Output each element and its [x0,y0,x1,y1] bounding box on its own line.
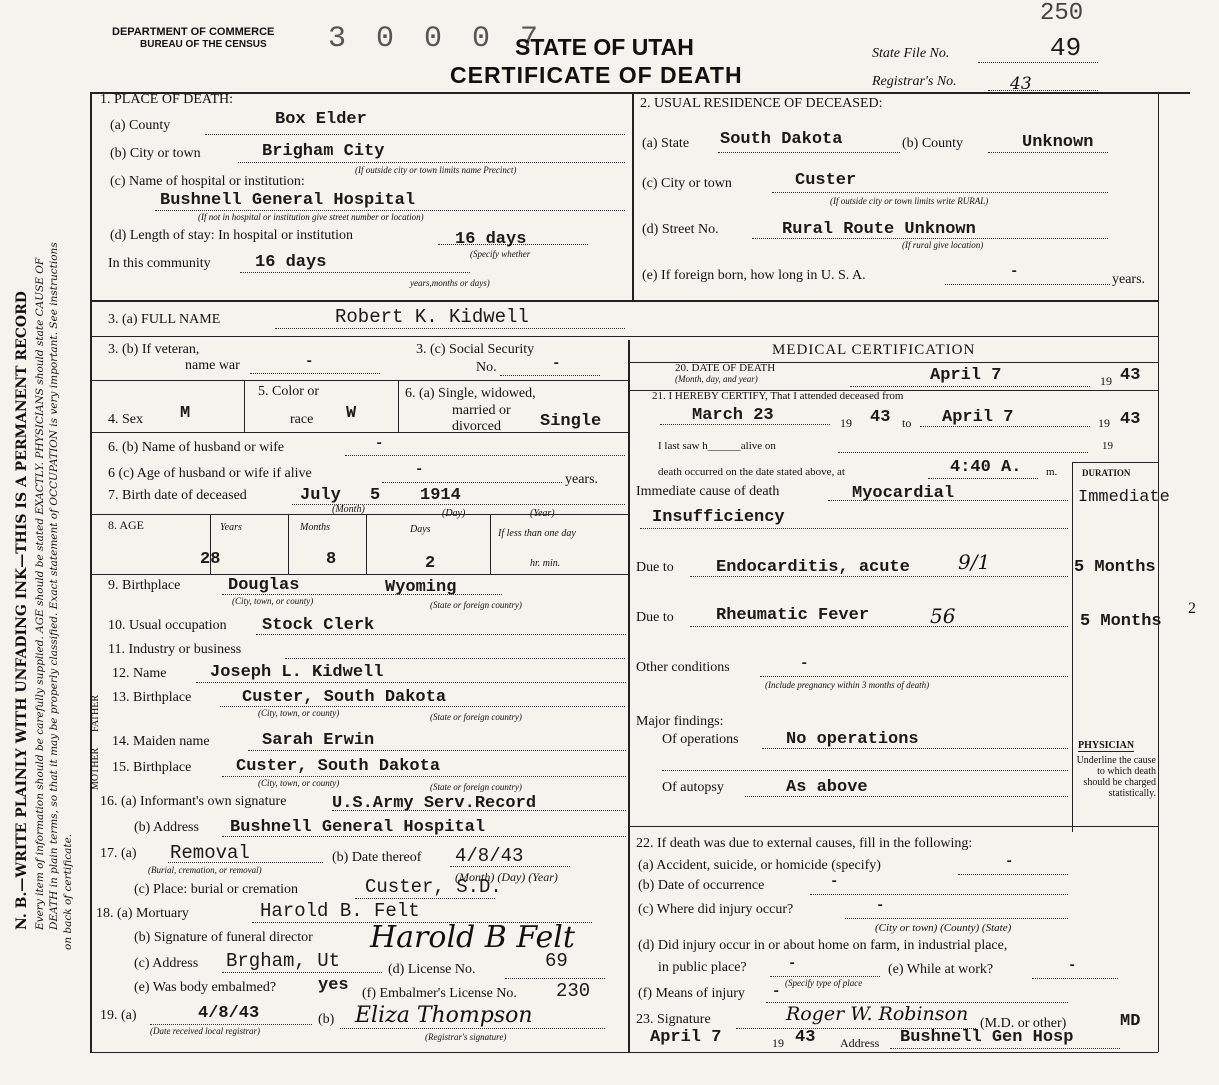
stay-value: 16 days [455,230,527,249]
external-f-label: (f) Means of injury [638,986,745,1001]
res-state: South Dakota [720,130,843,149]
sex-value: M [180,404,191,423]
age-days: 2 [425,554,436,573]
birthplace-city-note: (City, town, or county) [232,596,314,606]
major-findings-label: Major findings: [636,714,724,729]
ssn-label: 3. (c) Social Security [416,342,535,357]
code-mark-2: 56 [930,604,956,628]
birthplace-label: 9. Birthplace [108,578,181,593]
year-note: (Year) [530,508,555,519]
external-b-label: (b) Date of occurrence [638,878,765,893]
mother-bp-city-note: (City, town, or county) [258,778,340,788]
hospital-note: (If not in hospital or institution give street number or location) [198,212,424,222]
mortuary-label: 18. (a) Mortuary [96,906,189,921]
mortuary-address-label: (c) Address [134,956,199,971]
birthplace-state-note: (State or foreign country) [430,600,522,610]
external-d-value: - [788,956,797,972]
received-note: (Date received local registrar) [150,1026,261,1036]
removal-value: Removal [170,842,250,864]
license-label: (d) License No. [388,962,476,977]
spouse-label: 6. (b) Name of husband or wife [108,440,285,455]
marital-value: Single [540,412,602,431]
death-county: Box Elder [275,110,367,129]
res-city: Custer [795,171,857,190]
mother-bp-state-note: (State or foreign country) [430,782,522,792]
father-birthplace: Custer, South Dakota [242,688,447,707]
marital-label: 6. (a) Single, widowed, [405,386,536,401]
due-to-2: Rheumatic Fever [716,606,870,625]
physician-heading: PHYSICIAN [1078,740,1135,751]
registrar-label: Registrar's No. [872,74,957,89]
father-name-label: 12. Name [112,666,167,681]
other-conditions-label: Other conditions [636,660,730,675]
state-file-value: 49 [1050,33,1082,63]
due-to-2-duration: 5 Months [1080,612,1162,631]
autopsy-label: Of autopsy [662,780,724,795]
birth-year: 1914 [420,486,461,505]
hospital-name: Bushnell General Hospital [160,191,416,210]
from-year-prefix: 19 [840,416,852,430]
dept-label: DEPARTMENT OF COMMERCE [112,26,275,38]
external-c-label: (c) Where did injury occur? [638,902,794,917]
sex-label: 4. Sex [108,412,143,427]
father-bp-state-note: (State or foreign country) [430,712,522,722]
external-e-label: (e) While at work? [888,962,994,977]
margin-instruction-4: on back of certificate. [62,833,74,950]
age-months-header: Months [300,522,330,533]
other-conditions-note: (Include pregnancy within 3 months of death) [765,680,930,690]
res-city-label: (c) City or town [642,176,732,191]
birth-day: 5 [370,486,381,505]
spouse-value: - [375,436,384,452]
external-e-value: - [1068,958,1077,974]
state-title: STATE OF UTAH [515,34,694,60]
ssn-value: - [552,356,561,372]
signature-year: 43 [795,1028,816,1047]
stay-label: (d) Length of stay: In hospital or institution [110,228,354,243]
burial-place: Custer, S.D. [365,876,502,898]
burial-date-label: (b) Date thereof [332,850,422,865]
residence-heading: 2. USUAL RESIDENCE OF DECEASED: [640,96,883,111]
physician-signature: Roger W. Robinson [786,1003,969,1025]
dod-year-prefix: 19 [1100,374,1112,388]
dod-note: (Month, day, and year) [675,374,758,384]
certificate-title: CERTIFICATE OF DEATH [450,62,743,88]
res-street-label: (d) Street No. [642,222,719,237]
duration-heading: DURATION [1082,468,1131,478]
spouse-age-label: 6 (c) Age of husband or wife if alive [108,466,312,481]
community-value: 16 days [255,253,327,272]
community-label: In this community [108,256,211,271]
m-label: m. [1046,466,1058,478]
age-label: 8. AGE [108,518,144,532]
to-year: 43 [1120,410,1141,429]
received-date: 4/8/43 [198,1004,260,1023]
corner-mark: 250 [1040,0,1084,27]
full-name-label: 3. (a) FULL NAME [108,312,221,327]
mother-group-label: MOTHER [90,747,101,790]
margin-instruction-2: Every item of information should be carefully supplied. AGE should be stated EXACTLY. PHYSICIANS should state CAUSE OF [34,257,46,930]
father-group-label: FATHER [90,694,101,732]
attended-to: April 7 [942,408,1014,427]
other-conditions: - [800,656,809,672]
mortuary-value: Harold B. Felt [260,900,420,922]
signature-address: Bushnell Gen Hosp [900,1028,1074,1047]
race-label: race [290,412,314,427]
external-c-note: (City or town) (County) (State) [875,922,1012,934]
signature-year-prefix: 19 [772,1036,784,1050]
community-note: years,months or days) [410,278,490,288]
immediate-cause: Myocardial [852,484,955,503]
external-f-value: - [772,984,781,1000]
less-than-day-header: If less than one day [498,528,576,539]
birthplace-city: Douglas [228,576,300,595]
informant-value: U.S.Army Serv.Record [332,794,537,813]
father-birthplace-label: 13. Birthplace [112,690,192,705]
registrar-sig-label: (b) [318,1012,335,1027]
md-or-other: (M.D. or other) [980,1016,1067,1031]
external-d-label: (d) Did injury occur in or about home on farm, in industrial place, [638,938,1008,953]
full-name: Robert K. Kidwell [335,306,529,328]
res-street: Rural Route Unknown [782,220,976,239]
ssn-no-label: No. [476,360,497,375]
age-months: 8 [326,550,337,569]
city-label: (b) City or town [110,146,201,161]
birth-date-label: 7. Birth date of deceased [108,488,247,503]
time-of-death: 4:40 A. [950,458,1022,477]
res-county: Unknown [1022,133,1094,152]
due-to-2-label: Due to [636,610,674,625]
external-d-label-2: in public place? [658,960,747,975]
signature-address-label: Address [840,1036,880,1050]
due-to-1-duration: 5 Months [1074,558,1156,577]
res-years-word: years. [1112,272,1146,287]
res-state-label: (a) State [642,136,690,151]
removal-label: 17. (a) [100,846,137,861]
spouse-age-value: - [415,462,424,478]
burial-date: 4/8/43 [455,845,524,867]
attended-from: March 23 [692,406,774,425]
serial-number: 3 0 0 0 7 [328,22,545,56]
death-city: Brigham City [262,142,385,161]
from-year: 43 [870,408,891,427]
mother-maiden-label: 14. Maiden name [112,734,210,749]
to-word: to [902,416,912,430]
margin-mark: 2 [1188,600,1196,617]
res-city-note: (If outside city or town limits write RURAL) [830,196,989,206]
external-a-value: - [1005,854,1014,870]
color-label: 5. Color or [258,384,320,399]
signature-date: April 7 [650,1028,722,1047]
month-note: (Month) [332,504,365,515]
autopsy-value: As above [786,778,868,797]
mother-birthplace: Custer, South Dakota [236,757,441,776]
due-to-1-label: Due to [636,560,674,575]
birthplace-state: Wyoming [385,578,457,597]
embalmed-value: yes [318,976,349,995]
registrar-value: 43 [1010,74,1032,94]
age-years: 28 [200,550,221,569]
embalmer-number: 230 [556,980,591,1002]
mother-birthplace-label: 15. Birthplace [112,760,192,775]
margin-instruction-3: DEATH in plain terms, so that it may be properly classified. Exact statement of OCCUPATION is very important. See instructions [48,242,60,930]
registrar-signature: Eliza Thompson [355,1003,533,1028]
informant-label: 16. (a) Informant's own signature [100,794,287,809]
stay-note: (Specify whether [470,249,531,259]
father-name: Joseph L. Kidwell [210,663,384,682]
last-saw-label: I last saw h______alive on [658,440,776,452]
city-note: (If outside city or town limits name Precinct) [355,165,517,175]
date-of-death-label: 20. DATE OF DEATH [675,362,776,374]
occurred-label: death occurred on the date stated above, at [658,466,845,478]
license-value: 69 [545,950,568,972]
place-heading: 1. PLACE OF DEATH: [100,92,234,107]
informant-address: Bushnell General Hospital [230,818,486,837]
war-value: - [305,354,314,370]
margin-instruction-main: N. B.—WRITE PLAINLY WITH UNFADING INK—THIS IS A PERMANENT RECORD [14,291,30,930]
immediate-cause-2: Insufficiency [652,508,785,527]
code-mark-1: 9/1 [958,550,991,574]
medical-heading: MEDICAL CERTIFICATION [772,342,976,358]
war-label: name war [185,358,240,373]
last-saw-19: 19 [1102,440,1113,452]
signature-label: 23. Signature [636,1012,711,1027]
registrar-sig-note: (Registrar's signature) [425,1032,507,1042]
mother-maiden: Sarah Erwin [262,731,375,750]
due-to-1: Endocarditis, acute [716,558,910,577]
external-d-note: (Specify type of place [785,978,863,988]
marital-label-3: divorced [452,419,501,434]
embalmer-label: (f) Embalmer's License No. [362,986,517,1001]
director-label: (b) Signature of funeral director [134,930,313,945]
industry-label: 11. Industry or business [108,642,242,657]
hospital-label: (c) Name of hospital or institution: [110,174,305,189]
res-foreign-label: (e) If foreign born, how long in U. S. A. [642,268,866,283]
hr-min: hr. min. [530,558,561,569]
mortuary-address: Brgham, Ut [226,950,341,972]
physician-note: Underline the cause to which death should be charged statistically. [1076,755,1156,799]
age-days-header: Days [410,524,431,535]
spouse-years-word: years. [565,472,599,487]
res-county-label: (b) County [902,136,964,151]
veteran-label: 3. (b) If veteran, [108,342,200,357]
embalmed-label: (e) Was body embalmed? [134,980,277,995]
occupation-label: 10. Usual occupation [108,618,227,633]
to-year-prefix: 19 [1098,416,1110,430]
birth-month: July [300,486,341,505]
burial-place-label: (c) Place: burial or cremation [134,882,299,897]
external-a-label: (a) Accident, suicide, or homicide (specify) [638,858,881,873]
informant-address-label: (b) Address [134,820,199,835]
external-c-value: - [876,898,885,914]
race-value: W [346,404,357,423]
cert-21-label: 21. I HEREBY CERTIFY, That I attended deceased from [652,390,904,402]
director-signature: Harold B Felt [370,920,575,955]
marital-label-2: married or [452,403,511,418]
removal-note: (Burial, cremation, or removal) [148,865,262,875]
dod-year: 43 [1120,366,1141,385]
day-note: (Day) [442,508,466,519]
immediate-duration: Immediate [1078,488,1170,507]
operations-label: Of operations [662,732,739,747]
burial-date-note: (Month) (Day) (Year) [455,870,558,884]
external-heading: 22. If death was due to external causes, fill in the following: [636,836,973,851]
external-b-value: - [830,874,839,890]
md-value: MD [1120,1012,1141,1031]
res-foreign-value: - [1010,264,1019,280]
res-street-note: (If rural give location) [902,240,984,250]
county-label: (a) County [110,118,171,133]
operations-value: No operations [786,730,919,749]
bureau-label: BUREAU OF THE CENSUS [140,39,267,50]
father-bp-city-note: (City, town, or county) [258,708,340,718]
date-of-death: April 7 [930,366,1002,385]
received-label: 19. (a) [100,1008,137,1023]
immediate-cause-label: Immediate cause of death [636,484,780,499]
age-years-header: Years [220,522,242,533]
occupation-value: Stock Clerk [262,616,375,635]
state-file-label: State File No. [872,46,950,61]
